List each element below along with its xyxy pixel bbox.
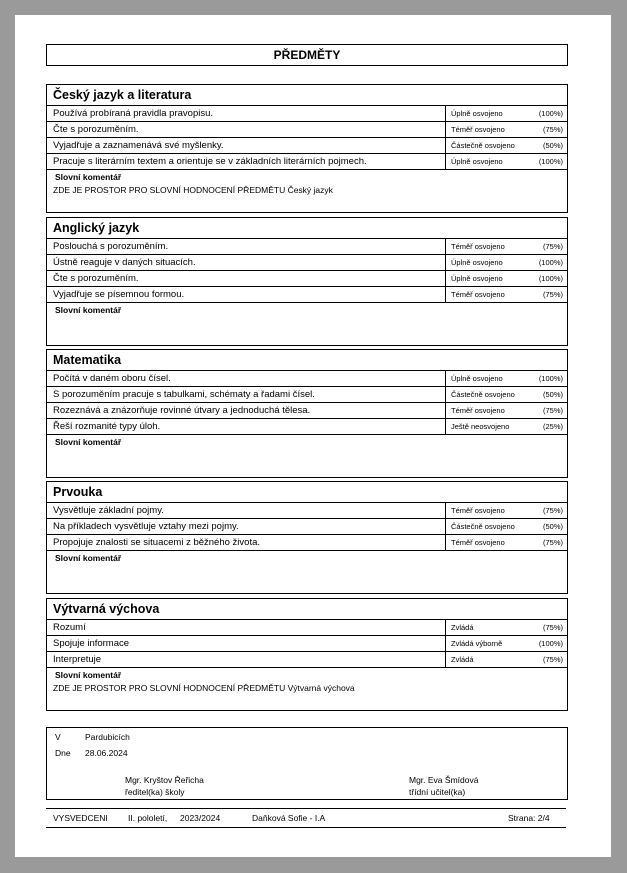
mastery-level: Téměř osvojeno [451,538,505,547]
mastery-level: Úplně osvojeno [451,374,503,383]
teacher-name: Mgr. Eva Šmídová [409,775,479,785]
mastery-level: Zvládá výborně [451,639,503,648]
comment-label: Slovní komentář [55,305,122,315]
mastery-level: Částečně osvojeno [451,522,515,531]
evaluation-row [47,122,567,138]
mastery-percent: (100%) [538,639,563,648]
subject-section [46,598,568,711]
evaluation-row [47,255,567,271]
mastery-percent: (75%) [542,506,563,515]
evaluation-row [47,138,567,154]
mastery-level: Zvládá [451,655,474,664]
footer-year: 2023/2024 [180,813,221,823]
date-value: 28.06.2024 [85,748,128,758]
mastery-level: Téměř osvojeno [451,406,505,415]
subject-title: Výtvarná výchova [47,599,567,620]
comment-area [47,170,567,212]
evaluation-row [47,287,567,303]
mastery-percent: (75%) [542,655,563,664]
evaluation-row [47,535,567,551]
mastery-percent: (100%) [538,374,563,383]
principal-name: Mgr. Kryštov Řeřicha [125,775,204,785]
subject-section [46,481,568,594]
criterion-text: Počítá v daném oboru čísel. [47,371,446,386]
mastery-percent: (100%) [538,258,563,267]
date-label: Dne [55,748,71,758]
mastery-level: Ještě neosvojeno [451,422,510,431]
mastery-percent: (100%) [538,109,563,118]
mastery-level: Téměř osvojeno [451,242,505,251]
footer-page: Strana: 2/4 [508,813,550,823]
mastery-level: Zvládá [451,623,474,632]
comment-area [47,668,567,710]
mastery-percent: (75%) [542,125,563,134]
evaluation-row [47,419,567,435]
mastery-percent: (75%) [542,538,563,547]
signature-block [46,727,568,800]
evaluation-row [47,271,567,287]
mastery-level: Částečně osvojeno [451,141,515,150]
criterion-text: Rozeznává a znázorňuje rovinné útvary a jednoduchá tělesa. [47,403,446,418]
mastery-percent: (75%) [542,242,563,251]
evaluation-row [47,503,567,519]
mastery-level: Téměř osvojeno [451,290,505,299]
mastery-level: Úplně osvojeno [451,258,503,267]
mastery-level: Úplně osvojeno [451,274,503,283]
mastery-level: Úplně osvojeno [451,157,503,166]
comment-text [47,448,567,450]
principal-role: ředitel(ka) školy [125,787,185,797]
evaluation-row [47,519,567,535]
mastery-level: Úplně osvojeno [451,109,503,118]
criterion-text: Čte s porozuměním. [47,271,446,286]
evaluation-row [47,239,567,255]
teacher-role: třídní učitel(ka) [409,787,466,797]
criterion-text: Řeší rozmanité typy úloh. [47,419,446,434]
mastery-percent: (50%) [542,141,563,150]
footer-doc: VYSVEDCENI [53,813,108,823]
page-title: PŘEDMĚTY [46,44,568,66]
subject-section [46,217,568,346]
comment-label: Slovní komentář [55,670,122,680]
mastery-percent: (50%) [542,522,563,531]
subject-section [46,349,568,478]
subject-title: Prvouka [47,482,567,503]
criterion-text: Vysvětluje základní pojmy. [47,503,446,518]
criterion-text: Vyjadřuje a zaznamenává své myšlenky. [47,138,446,153]
comment-area [47,435,567,477]
criterion-text: S porozuměním pracuje s tabulkami, schématy a řadami čísel. [47,387,446,402]
footer-student: Daňková Sofie - I.A [252,813,326,823]
criterion-text: Používá probíraná pravidla pravopisu. [47,106,446,121]
mastery-percent: (75%) [542,406,563,415]
criterion-text: Propojuje znalosti se situacemi z běžného života. [47,535,446,550]
evaluation-row [47,620,567,636]
comment-text: ZDE JE PROSTOR PRO SLOVNÍ HODNOCENÍ PŘEDMĚTU Český jazyk [53,185,333,195]
mastery-percent: (100%) [538,157,563,166]
comment-area [47,551,567,593]
evaluation-row [47,387,567,403]
criterion-text: Pracuje s literárním textem a orientuje se v základních literárních pojmech. [47,154,446,169]
comment-text: ZDE JE PROSTOR PRO SLOVNÍ HODNOCENÍ PŘEDMĚTU Výtvarná výchova [53,683,355,693]
mastery-percent: (100%) [538,274,563,283]
evaluation-row [47,403,567,419]
criterion-text: Interpretuje [47,652,446,667]
criterion-text: Spojuje informace [47,636,446,651]
criterion-text: Poslouchá s porozuměním. [47,239,446,254]
place-label: V [55,732,61,742]
mastery-percent: (50%) [542,390,563,399]
criterion-text: Vyjadřuje se písemnou formou. [47,287,446,302]
mastery-percent: (25%) [542,422,563,431]
footer-term: II. pololetí, [128,813,168,823]
comment-text [47,316,567,318]
evaluation-row [47,636,567,652]
mastery-level: Téměř osvojeno [451,506,505,515]
evaluation-row [47,652,567,668]
criterion-text: Čte s porozuměním. [47,122,446,137]
criterion-text: Ústně reaguje v daných situacích. [47,255,446,270]
mastery-percent: (75%) [542,290,563,299]
subject-title: Anglický jazyk [47,218,567,239]
comment-label: Slovní komentář [55,437,122,447]
comment-label: Slovní komentář [55,553,122,563]
subject-title: Český jazyk a literatura [47,85,567,106]
place-value: Pardubicích [85,732,130,742]
mastery-level: Částečně osvojeno [451,390,515,399]
evaluation-row [47,154,567,170]
comment-area [47,303,567,345]
page-footer [46,808,566,828]
subject-title: Matematika [47,350,567,371]
comment-text [47,564,567,566]
evaluation-row [47,106,567,122]
comment-label: Slovní komentář [55,172,122,182]
criterion-text: Na příkladech vysvětluje vztahy mezi pojmy. [47,519,446,534]
evaluation-row [47,371,567,387]
mastery-level: Téměř osvojeno [451,125,505,134]
criterion-text: Rozumí [47,620,446,635]
mastery-percent: (75%) [542,623,563,632]
subject-section [46,84,568,213]
